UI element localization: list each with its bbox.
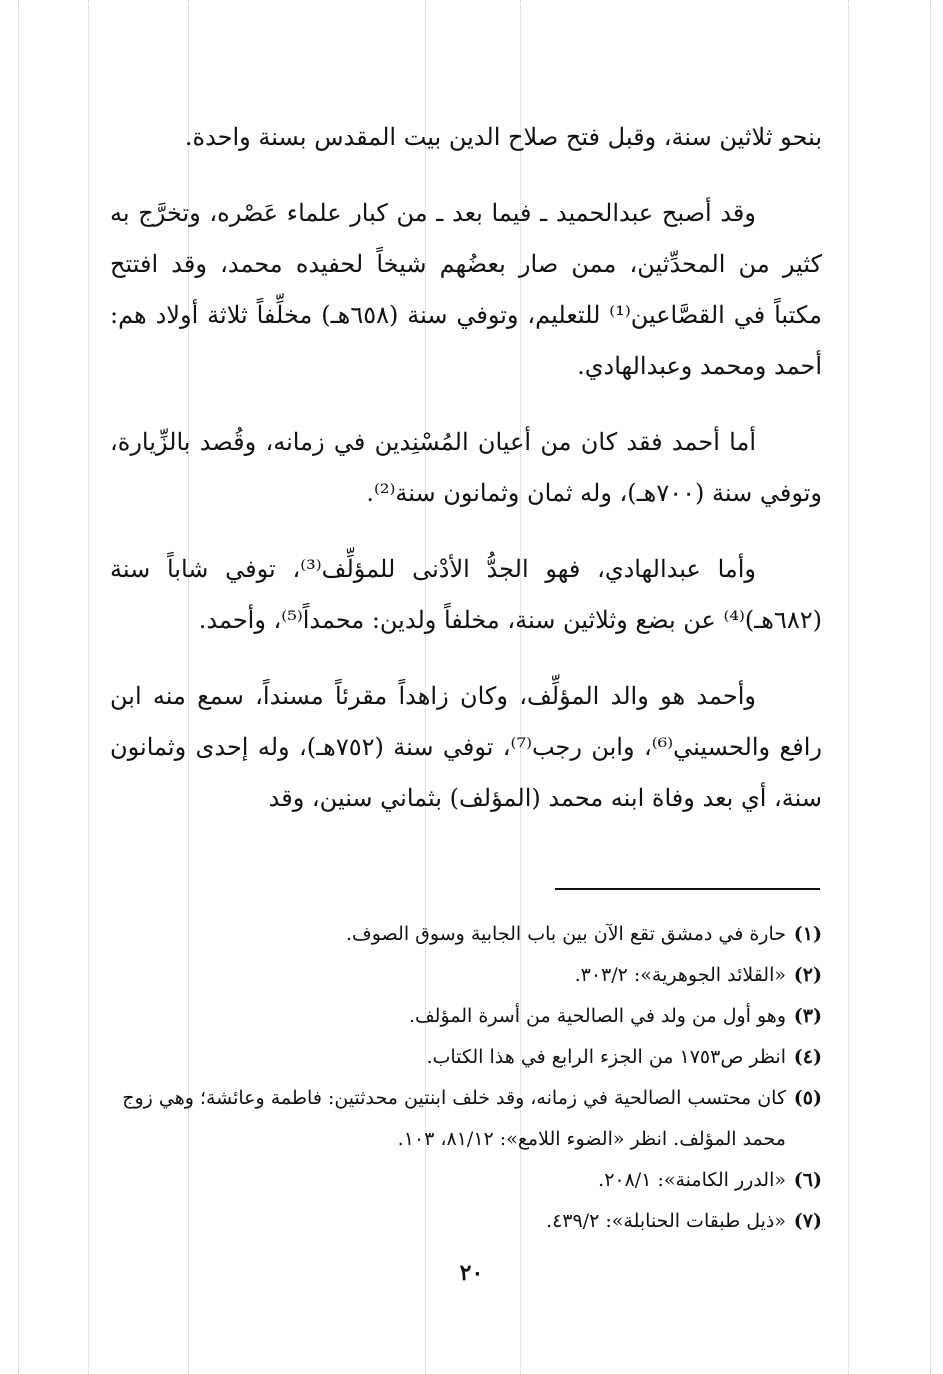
footnote [110, 955, 822, 996]
paragraph: أما أحمد فقد كان من أعيان المُسْنِدين في زمانه، وقُصد بالزِّيارة، وتوفي سنة (٧٠٠هـ)، وله ثمان وثمانون سنة⁽²⁾. [110, 428, 822, 507]
margin-guide-line [930, 0, 931, 1374]
footnote-number: (٤) [793, 1046, 822, 1068]
page-number: ٢٠ [459, 1260, 484, 1286]
footnote-number: (٢) [793, 964, 822, 986]
paragraph: وقد أصبح عبدالحميد ـ فيما بعد ـ من كبار علماء عَصْره، وتخرَّج به كثير من المحدِّثين، ممن صار بعضُهم شيخاً لحفيده محمد، وقد افتتح مكتباً في القصَّاعين⁽¹⁾ للتعليم، وتوفي سنة (٦٥٨هـ) مخلِّفاً ثلاثة أولاد هم: أحمد ومحمد وعبدالهادي. [110, 199, 822, 380]
paragraph: بنحو ثلاثين سنة، وقبل فتح صلاح الدين بيت المقدس بسنة واحدة. [184, 123, 822, 151]
footnote [110, 1037, 822, 1078]
footnote-text: انظر ص١٧٥٣ من الجزء الرابع في هذا الكتاب. [426, 1046, 786, 1068]
footnote-text: «ذيل طبقات الحنابلة»: ٤٣٩/٢. [546, 1210, 786, 1232]
footnote-separator [555, 888, 820, 890]
footnote-number: (٧) [793, 1210, 822, 1232]
margin-guide-line [848, 0, 849, 1374]
footnote [110, 914, 822, 955]
footnote-text: «القلائد الجوهرية»: ٣٠٣/٢. [574, 964, 786, 986]
margin-guide-line [88, 0, 89, 1374]
footnote-text: كان محتسب الصالحية في زمانه، وقد خلف ابنتين محدثتين: فاطمة وعائشة؛ وهي زوج محمد المؤلف. انظر «الضوء اللامع»: ٨١/١٢، ١٠٣. [122, 1087, 786, 1150]
footnote-number: (٦) [793, 1169, 822, 1191]
footnote-number: (٥) [793, 1087, 822, 1109]
footnote-number: (٣) [793, 1005, 822, 1027]
footnote-text: حارة في دمشق تقع الآن بين باب الجابية وسوق الصوف. [346, 923, 786, 945]
footnote [110, 1201, 822, 1242]
margin-guide-line [18, 0, 19, 1374]
footnote-number: (١) [793, 923, 822, 945]
footnote [110, 1078, 822, 1160]
footnote [110, 1160, 822, 1201]
footnote-text: وهو أول من ولد في الصالحية من أسرة المؤلف. [408, 1005, 786, 1027]
footnote [110, 996, 822, 1037]
paragraph: وأما عبدالهادي، فهو الجدُّ الأدْنى للمؤلِّف⁽³⁾، توفي شاباً سنة (٦٨٢هـ)⁽⁴⁾ عن بضع وثلاثين سنة، مخلفاً ولدين: محمداً⁽⁵⁾، وأحمد. [110, 555, 822, 634]
body-text [110, 112, 822, 849]
footnote-text: «الدرر الكامنة»: ٢٠٨/١. [598, 1169, 786, 1191]
paragraph: وأحمد هو والد المؤلِّف، وكان زاهداً مقرئاً مسنداً، سمع منه ابن رافع والحسيني⁽⁶⁾، وابن رجب⁽⁷⁾، توفي سنة (٧٥٢هـ)، وله إحدى وثمانون سنة، أي بعد وفاة ابنه محمد (المؤلف) بثماني سنين، وقد [110, 682, 822, 812]
footnotes [110, 914, 822, 1242]
